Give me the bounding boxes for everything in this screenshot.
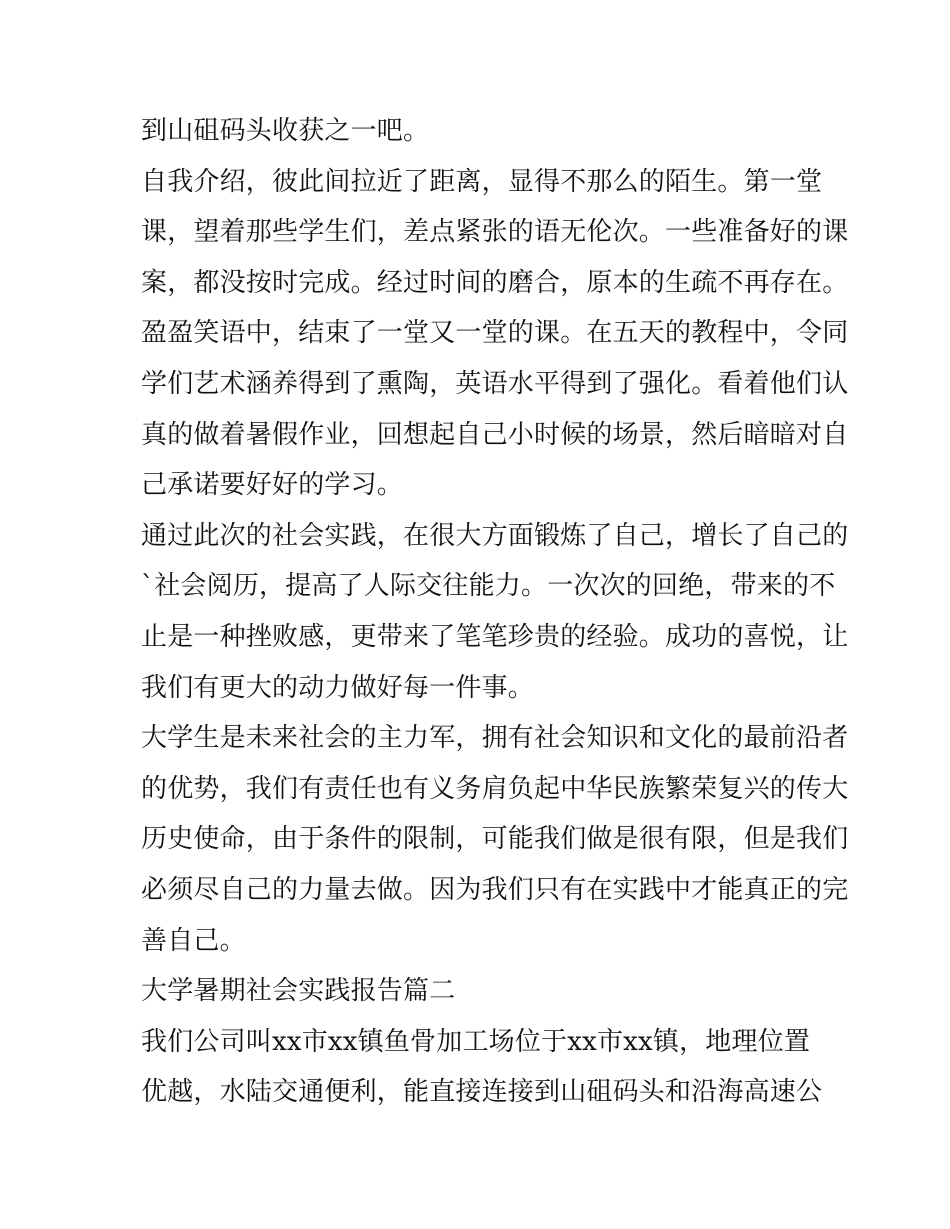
text-line: 止是一种挫败感，更带来了笔笔珍贵的经验。成功的喜悦，让: [141, 621, 849, 652]
text-line: 真的做着暑假作业，回想起自己小时候的场景，然后暗暗对自: [141, 419, 849, 450]
text-line: 学们艺术涵养得到了熏陶，英语水平得到了强化。看着他们认: [141, 368, 849, 399]
text-line: 通过此次的社会实践，在很大方面锻炼了自己，增长了自己的: [141, 520, 849, 551]
text-line: 我们公司叫xx市xx镇鱼骨加工场位于xx市xx镇，地理位置: [141, 1026, 811, 1057]
text-line: 的优势，我们有责任也有义务肩负起中华民族繁荣复兴的传大: [141, 773, 849, 804]
document-body: [141, 106, 849, 1118]
text-line: 案，都没按时完成。经过时间的磨合，原本的生疏不再存在。: [141, 267, 849, 298]
text-line: 盈盈笑语中，结束了一堂又一堂的课。在五天的教程中，令同: [141, 318, 849, 349]
text-line: 历史使命，由于条件的限制，可能我们做是很有限，但是我们: [141, 824, 849, 855]
text-line: 必须尽自己的力量去做。因为我们只有在实践中才能真正的完: [141, 874, 849, 905]
text-line: 到山砠码头收获之一吧。: [141, 116, 430, 146]
text-line: 善自己。: [141, 925, 246, 956]
text-line: 课，望着那些学生们，差点紧张的语无伦次。一些准备好的课: [141, 217, 849, 248]
text-line: 我们有更大的动力做好每一件事。: [141, 672, 535, 703]
text-line: `社会阅历，提高了人际交往能力。一次次的回绝，带来的不: [141, 571, 836, 602]
text-line: 自我介绍，彼此间拉近了距离，显得不那么的陌生。第一堂: [141, 166, 823, 197]
text-line: 己承诺要好好的学习。: [141, 470, 404, 501]
text-line: 大学生是未来社会的主力军，拥有社会知识和文化的最前沿者: [141, 723, 849, 754]
text-line: 优越，水陆交通便利，能直接连接到山砠码头和沿海高速公: [141, 1077, 823, 1108]
section-heading: 大学暑期社会实践报告篇二: [141, 976, 456, 1007]
